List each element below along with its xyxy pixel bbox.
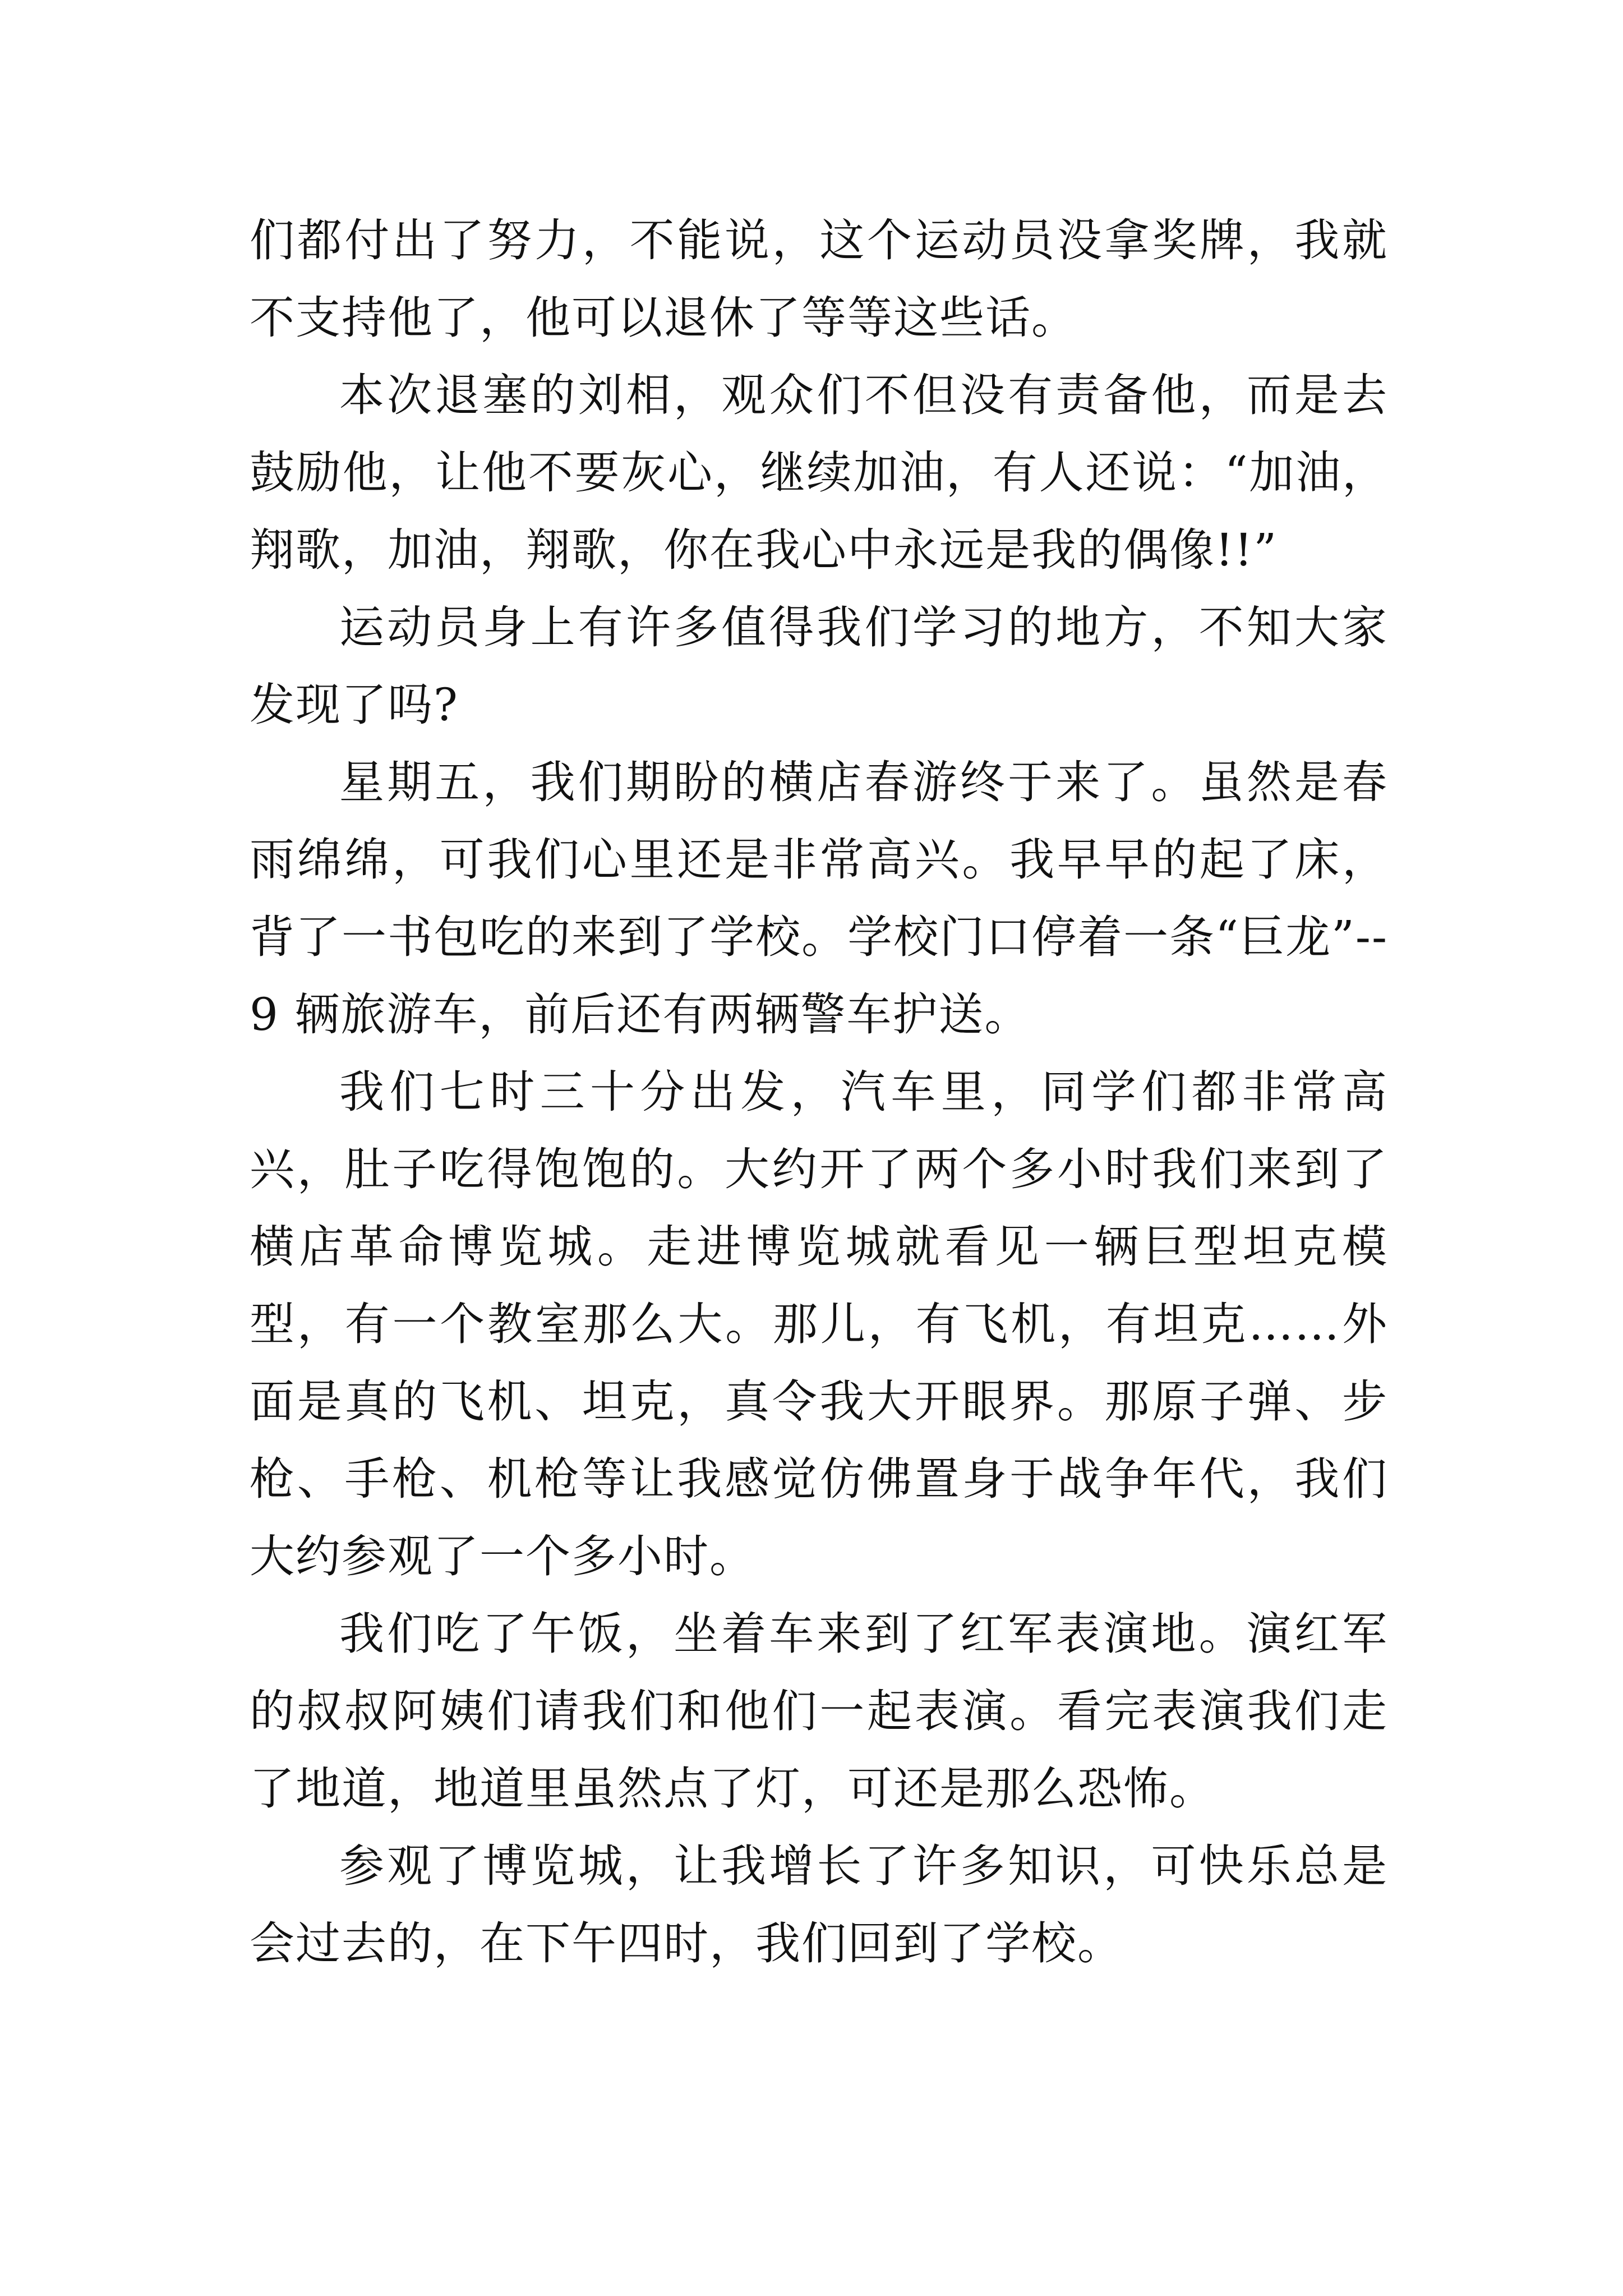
paragraph-5: 我们七时三十分出发，汽车里，同学们都非常高兴，肚子吃得饱饱的。大约开了两个多小时我们来到了横店革命博览城。走进博览城就看见一辆巨型坦克模型，有一个教室那么大。那儿，有飞机，有坦克……外面是真的飞机、坦克，真令我大开眼界。那原子弹、步枪、手枪、机枪等让我感觉仿佛置身于战争年代，我们大约参观了一个多小时。 <box>250 1066 1388 1582</box>
paragraph-1: 们都付出了努力，不能说，这个运动员没拿奖牌，我就不支持他了，他可以退休了等等这些话。 <box>250 214 1388 344</box>
paragraph-6: 我们吃了午饭，坐着车来到了红军表演地。演红军的叔叔阿姨们请我们和他们一起表演。看完表演我们走了地道，地道里虽然点了灯，可还是那么恐怖。 <box>250 1608 1388 1815</box>
paragraph-4: 星期五，我们期盼的横店春游终于来了。虽然是春雨绵绵，可我们心里还是非常高兴。我早早的起了床，背了一书包吃的来到了学校。学校门口停着一条“巨龙”--9 辆旅游车，前后还有两辆警车护送。 <box>250 756 1388 1041</box>
paragraph-2: 本次退塞的刘相，观众们不但没有责备他，而是去鼓励他，让他不要灰心，继续加油，有人还说：“加油，翔歌，加油，翔歌，你在我心中永远是我的偶像!!” <box>250 369 1388 576</box>
document-body <box>250 202 1388 1982</box>
paragraph-7: 参观了博览城，让我增长了许多知识，可快乐总是会过去的，在下午四时，我们回到了学校。 <box>250 1840 1388 1970</box>
paragraph-3: 运动员身上有许多值得我们学习的地方，不知大家发现了吗? <box>250 601 1388 731</box>
